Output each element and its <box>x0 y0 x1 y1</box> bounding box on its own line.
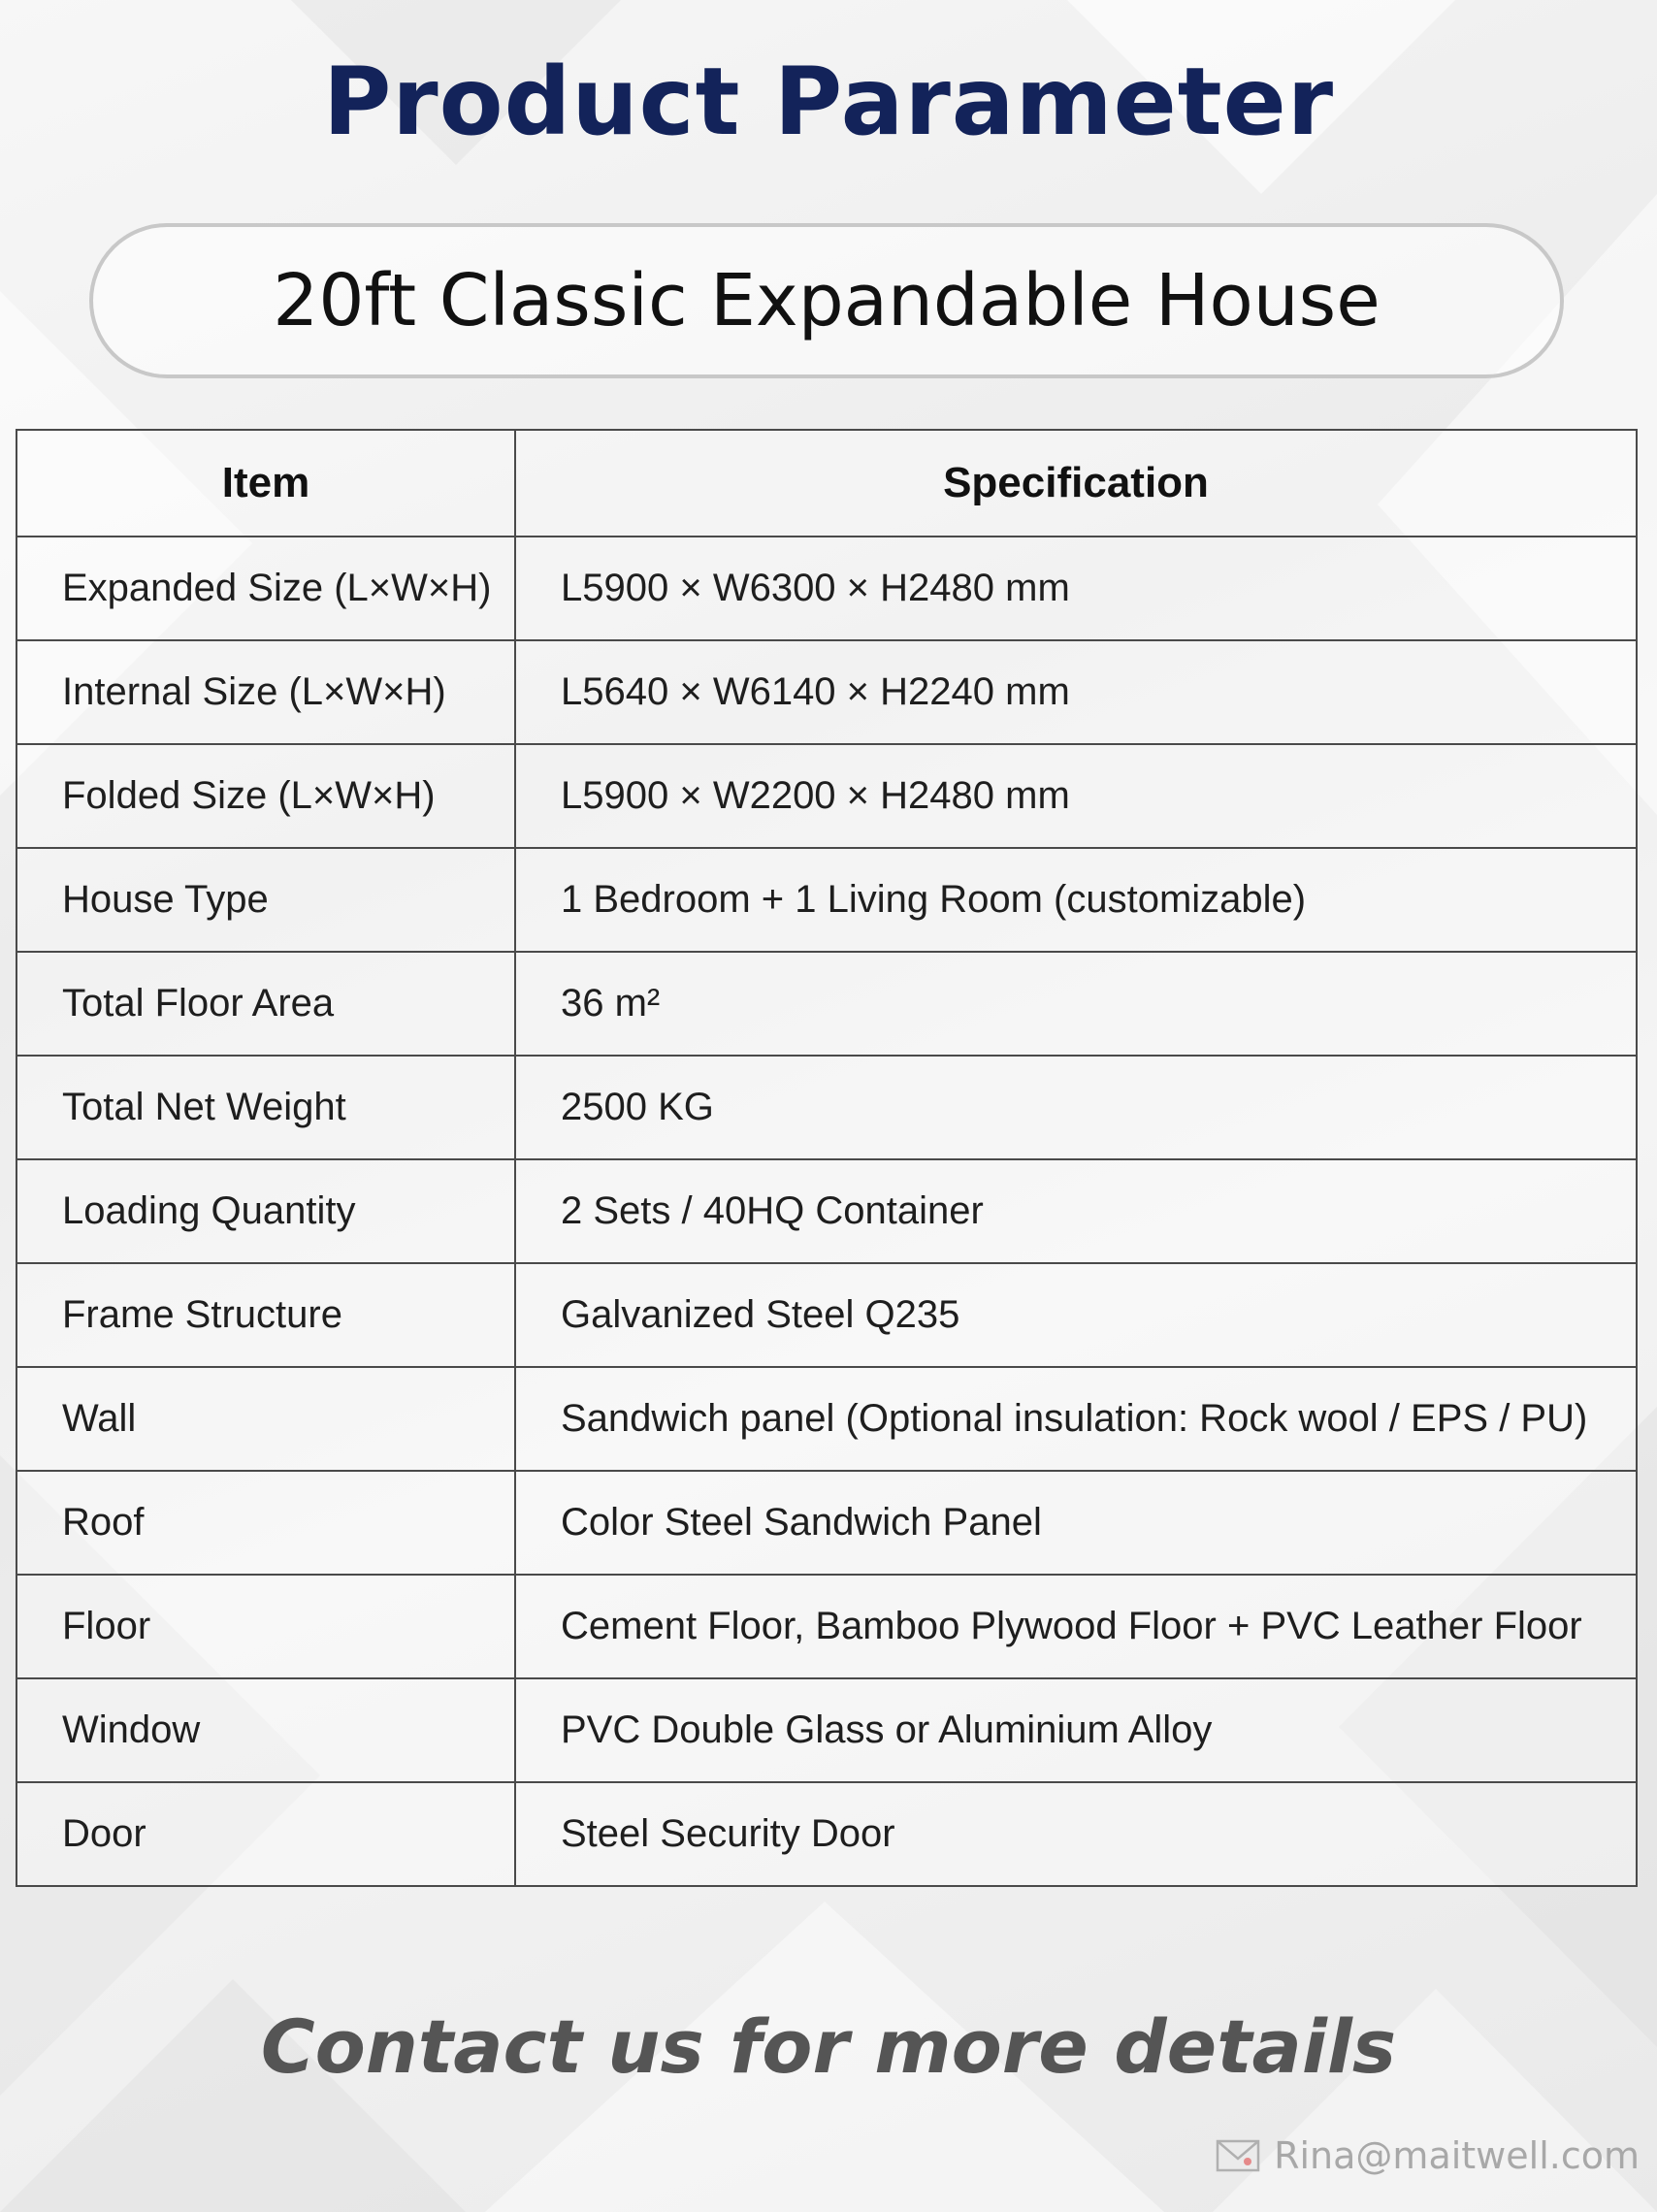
spec-cell: Galvanized Steel Q235 <box>515 1263 1637 1367</box>
table-row <box>16 1678 1637 1782</box>
table-row <box>16 640 1637 744</box>
table-row <box>16 1782 1637 1886</box>
spec-cell: 2 Sets / 40HQ Container <box>515 1159 1637 1263</box>
table-row <box>16 848 1637 952</box>
spec-cell: Sandwich panel (Optional insulation: Rock wool / EPS / PU) <box>515 1367 1637 1471</box>
item-cell: Roof <box>16 1471 515 1575</box>
spec-cell: 36 m² <box>515 952 1637 1056</box>
item-cell: Door <box>16 1782 515 1886</box>
email-contact[interactable] <box>1216 2134 1640 2177</box>
spec-cell: Cement Floor, Bamboo Plywood Floor + PVC Leather Floor <box>515 1575 1637 1678</box>
table-row <box>16 1263 1637 1367</box>
item-cell: Wall <box>16 1367 515 1471</box>
spec-cell: L5640 × W6140 × H2240 mm <box>515 640 1637 744</box>
product-name: 20ft Classic Expandable House <box>273 259 1381 342</box>
contact-cta: Contact us for more details <box>260 2003 1397 2090</box>
table-row <box>16 537 1637 640</box>
spec-cell: 1 Bedroom + 1 Living Room (customizable) <box>515 848 1637 952</box>
mail-icon <box>1216 2139 1260 2172</box>
table-row <box>16 744 1637 848</box>
column-header-specification: Specification <box>515 430 1637 537</box>
table-row <box>16 1471 1637 1575</box>
table-header-row <box>16 430 1637 537</box>
spec-cell: 2500 KG <box>515 1056 1637 1159</box>
item-cell: Folded Size (L×W×H) <box>16 744 515 848</box>
page-title: Product Parameter <box>322 48 1335 156</box>
spec-cell: L5900 × W6300 × H2480 mm <box>515 537 1637 640</box>
item-cell: Frame Structure <box>16 1263 515 1367</box>
item-cell: Floor <box>16 1575 515 1678</box>
spec-cell: Color Steel Sandwich Panel <box>515 1471 1637 1575</box>
spec-cell: Steel Security Door <box>515 1782 1637 1886</box>
email-address[interactable]: Rina@maitwell.com <box>1274 2134 1640 2177</box>
item-cell: Expanded Size (L×W×H) <box>16 537 515 640</box>
table-row <box>16 1575 1637 1678</box>
item-cell: Loading Quantity <box>16 1159 515 1263</box>
item-cell: Total Floor Area <box>16 952 515 1056</box>
item-cell: House Type <box>16 848 515 952</box>
table-row <box>16 1056 1637 1159</box>
item-cell: Internal Size (L×W×H) <box>16 640 515 744</box>
table-row <box>16 1159 1637 1263</box>
item-cell: Total Net Weight <box>16 1056 515 1159</box>
column-header-item: Item <box>16 430 515 537</box>
spec-table <box>16 429 1638 1887</box>
spec-cell: PVC Double Glass or Aluminium Alloy <box>515 1678 1637 1782</box>
table-row <box>16 1367 1637 1471</box>
subtitle-pill <box>89 223 1564 378</box>
table-row <box>16 952 1637 1056</box>
spec-cell: L5900 × W2200 × H2480 mm <box>515 744 1637 848</box>
item-cell: Window <box>16 1678 515 1782</box>
